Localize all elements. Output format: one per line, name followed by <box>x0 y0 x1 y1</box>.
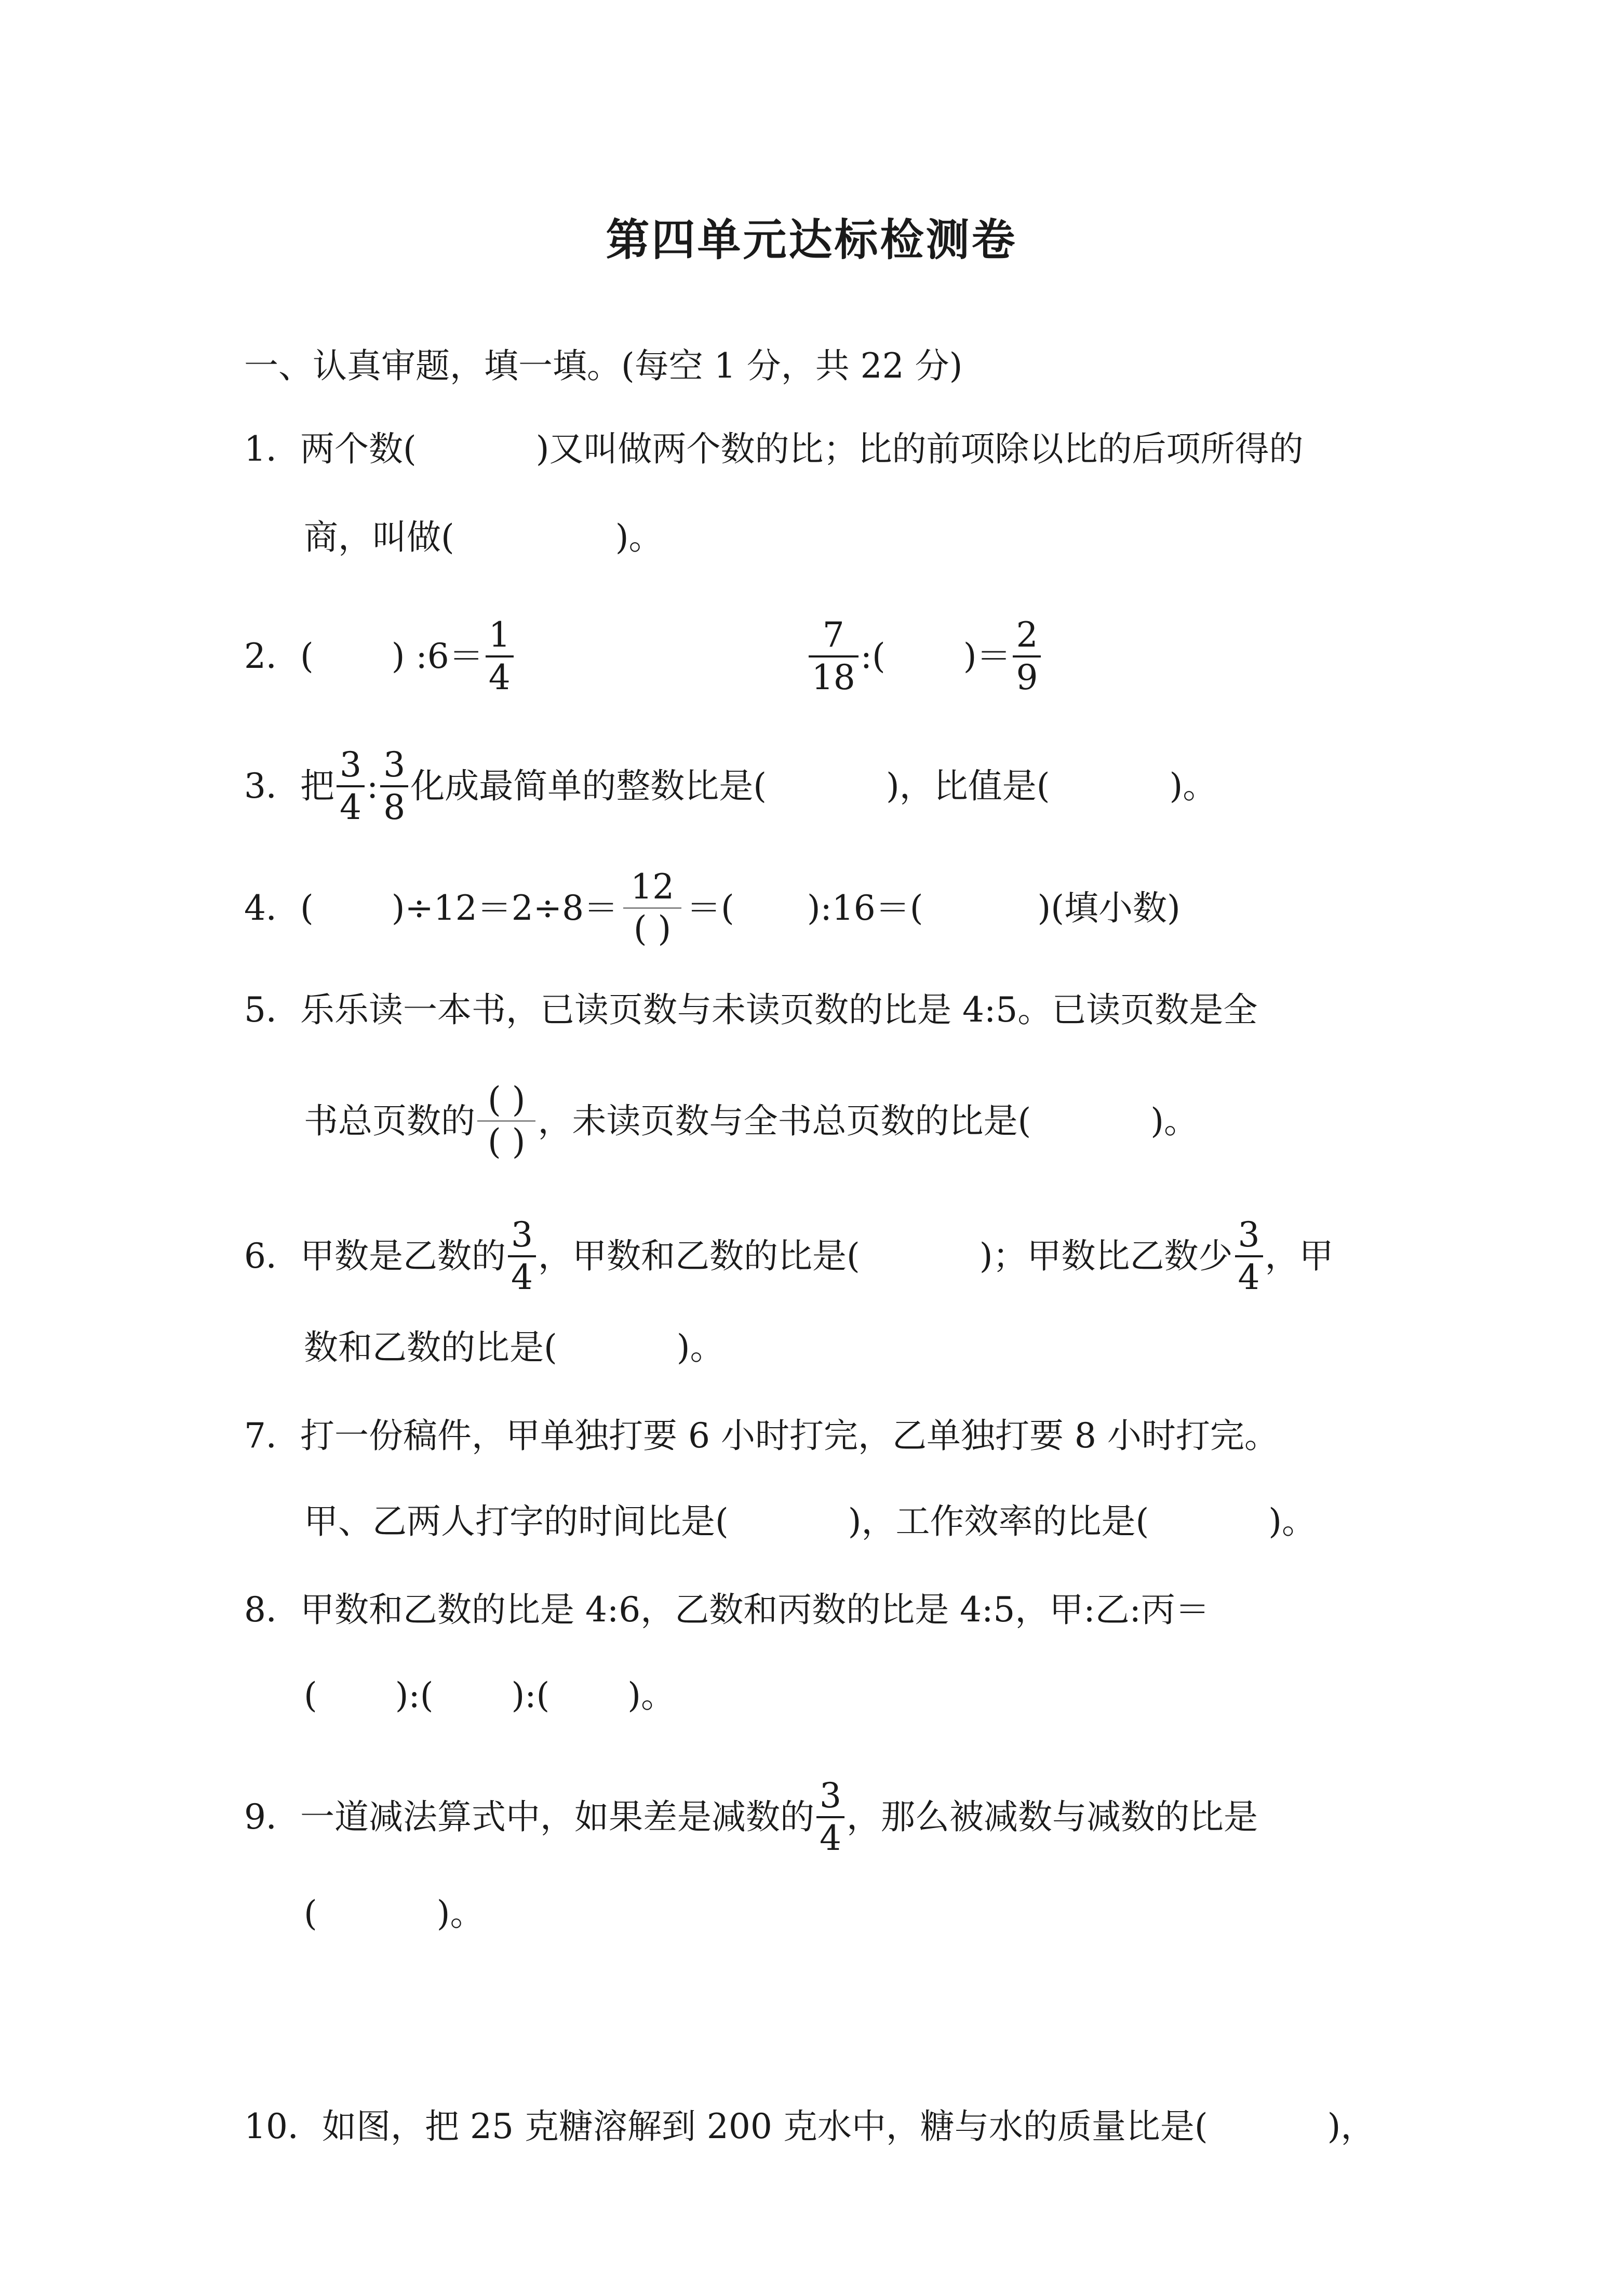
question-text: )；甲数比乙数少 <box>979 1236 1233 1276</box>
question-number: 2． <box>244 636 300 676</box>
question-text: 两个数( <box>300 429 417 469</box>
question-number: 4． <box>244 888 300 928</box>
fraction-denominator: 4 <box>816 1816 844 1856</box>
fraction-denominator: 8 <box>380 785 408 825</box>
question-text: ):( <box>511 1675 550 1715</box>
question-7-cont <box>304 1501 1446 1542</box>
question-text: )， <box>1327 2106 1375 2146</box>
fraction-denominator-blank[interactable]: ( ) <box>477 1120 535 1159</box>
question-10 <box>244 2106 1387 2147</box>
fraction <box>809 615 859 697</box>
question-text: )(填小数) <box>1037 888 1181 928</box>
question-text: 甲数是乙数的 <box>300 1236 506 1276</box>
question-text: )。 <box>1150 1100 1198 1141</box>
question-text: )，工作效率的比是( <box>848 1501 1149 1541</box>
question-4 <box>244 867 1387 949</box>
question-text: )。 <box>627 1675 675 1715</box>
question-text: 化成最简单的整数比是( <box>410 766 767 806</box>
question-text: ，甲 <box>1265 1236 1334 1276</box>
question-number: 9． <box>244 1797 300 1837</box>
fraction-denominator-blank[interactable]: ( ) <box>623 907 681 946</box>
fraction-numerator: 3 <box>383 745 406 785</box>
question-text: ，未读页数与全书总页数的比是( <box>538 1100 1031 1141</box>
question-text: )。 <box>1268 1501 1316 1541</box>
question-2 <box>244 615 1387 697</box>
fraction-numerator: 2 <box>1016 615 1038 655</box>
fraction-numerator-blank[interactable]: ( ) <box>488 1080 526 1120</box>
fraction <box>486 615 514 697</box>
question-number: 7． <box>244 1416 300 1456</box>
question-text: 商，叫做( <box>304 517 454 557</box>
fraction <box>380 745 408 827</box>
question-text: 把 <box>300 766 334 806</box>
question-text: ( <box>304 1894 317 1934</box>
fraction-denominator: 4 <box>337 785 365 825</box>
question-1-cont <box>304 517 1446 558</box>
question-text: )。 <box>1169 766 1217 806</box>
question-text: 一道减法算式中，如果差是减数的 <box>300 1797 814 1837</box>
fraction-denominator: 4 <box>508 1255 536 1295</box>
question-5 <box>244 989 1387 1031</box>
page-title: 第四单元达标检测卷 <box>606 214 1017 265</box>
question-text: ( <box>304 1675 317 1715</box>
question-number: 6． <box>244 1236 300 1276</box>
section-heading <box>244 345 1387 387</box>
question-8-cont <box>304 1675 1446 1716</box>
question-text: :( <box>860 636 886 676</box>
question-text: 打一份稿件，甲单独打要 6 小时打完，乙单独打要 8 小时打完。 <box>300 1416 1279 1456</box>
question-text: 如图，把 25 克糖溶解到 200 克水中，糖与水的质量比是( <box>321 2106 1208 2146</box>
question-text: ，那么被减数与减数的比是 <box>847 1797 1258 1837</box>
question-9-cont <box>304 1893 1446 1935</box>
question-text: ，甲数和乙数的比是( <box>538 1236 860 1276</box>
question-number: 1． <box>244 429 300 469</box>
question-text: ) :6＝ <box>391 636 484 676</box>
question-text: 甲数和乙数的比是 4:6，乙数和丙数的比是 4:5，甲:乙:丙＝ <box>300 1590 1210 1630</box>
question-5-cont <box>304 1080 1446 1162</box>
question-text: )。 <box>676 1327 725 1367</box>
question-text: ):( <box>395 1675 434 1715</box>
question-number: 8． <box>244 1590 300 1630</box>
fraction-denominator: 4 <box>486 655 514 695</box>
question-text: ):16＝( <box>807 888 923 928</box>
question-text: 乐乐读一本书，已读页数与未读页数的比是 4:5。已读页数是全 <box>300 990 1258 1030</box>
question-text: ( <box>300 636 314 676</box>
question-6 <box>244 1215 1387 1297</box>
fraction-numerator: 3 <box>1238 1215 1260 1255</box>
fraction-numerator: 3 <box>340 745 361 785</box>
ratio-colon: : <box>367 766 379 806</box>
fraction-denominator: 18 <box>809 655 859 695</box>
fraction-numerator: 12 <box>631 867 675 907</box>
fraction <box>1013 615 1041 697</box>
question-text: )又叫做两个数的比；比的前项除以比的后项所得的 <box>535 429 1304 469</box>
fraction <box>508 1215 536 1297</box>
question-text: )。 <box>615 517 663 557</box>
question-9 <box>244 1776 1387 1858</box>
fraction <box>620 867 685 949</box>
fraction <box>337 745 365 827</box>
question-7 <box>244 1415 1387 1457</box>
question-number: 3． <box>244 766 300 806</box>
fraction-numerator: 1 <box>488 615 511 655</box>
question-text: 数和乙数的比是( <box>304 1327 557 1367</box>
question-3 <box>244 745 1387 827</box>
section-heading-text: 一、认真审题，填一填。(每空 1 分，共 22 分) <box>244 346 963 386</box>
question-text: ( <box>300 888 314 928</box>
question-1 <box>244 428 1387 470</box>
question-text: ＝( <box>687 888 734 928</box>
fraction-denominator: 9 <box>1013 655 1041 695</box>
question-text: )，比值是( <box>886 766 1050 806</box>
question-text: )。 <box>436 1894 485 1934</box>
fraction <box>816 1776 844 1858</box>
fraction-numerator: 3 <box>511 1215 533 1255</box>
question-number: 10． <box>244 2106 322 2146</box>
fraction-denominator: 4 <box>1235 1255 1263 1295</box>
fraction-numerator: 7 <box>822 615 844 655</box>
question-number: 5． <box>244 990 300 1030</box>
fraction-numerator: 3 <box>820 1776 841 1816</box>
question-8 <box>244 1589 1387 1631</box>
fraction <box>1235 1215 1263 1297</box>
fraction-blank[interactable] <box>477 1080 535 1162</box>
question-text: 甲、乙两人打字的时间比是( <box>304 1501 729 1541</box>
question-text: )＝ <box>963 636 1011 676</box>
question-6-cont <box>304 1327 1446 1368</box>
question-text: 书总页数的 <box>304 1100 475 1141</box>
question-text: )÷12＝2÷8＝ <box>391 888 619 928</box>
